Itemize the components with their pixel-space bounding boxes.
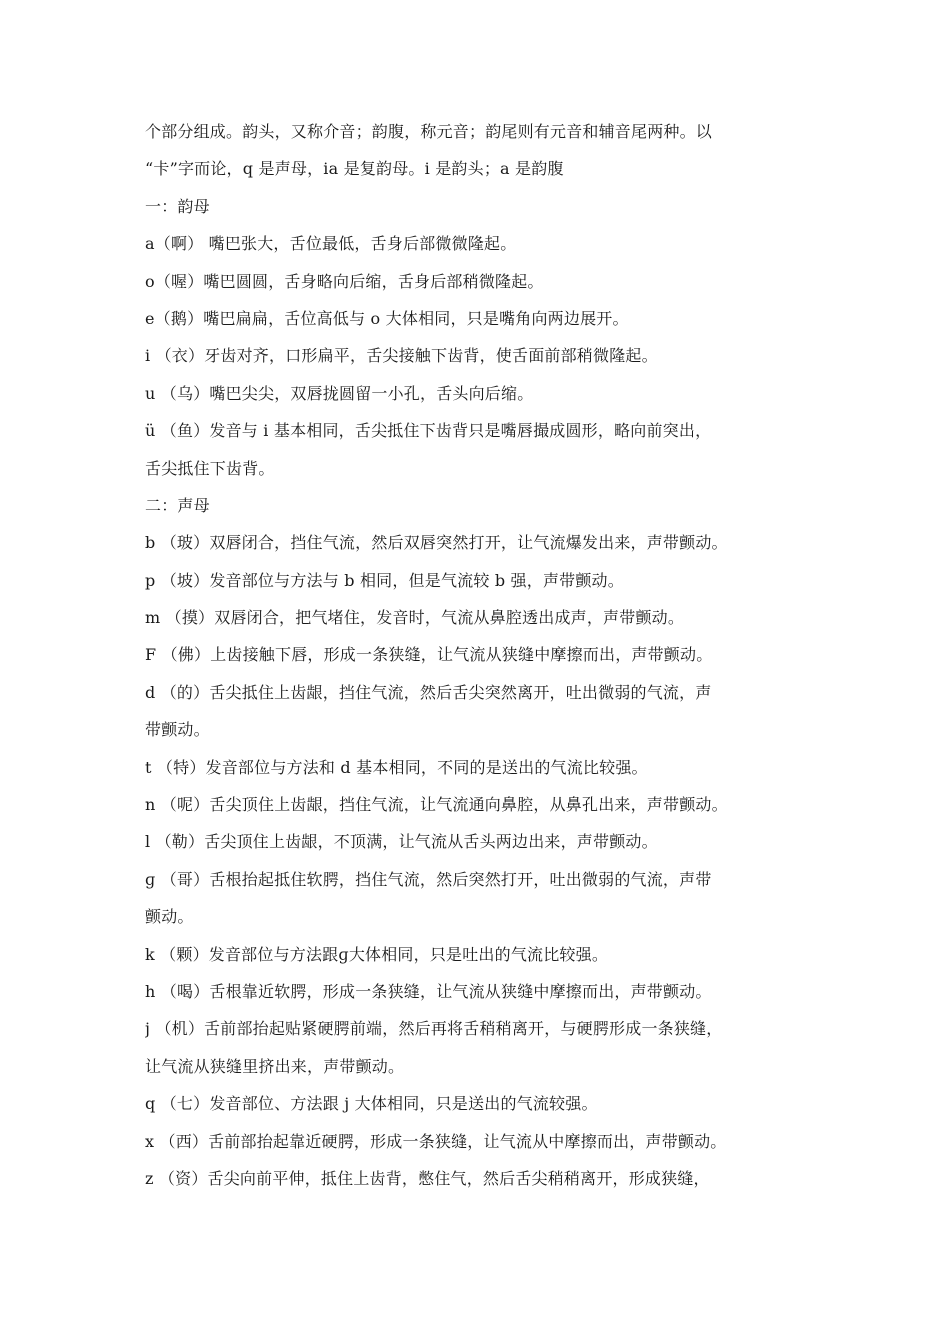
text-line: a（啊） 嘴巴张大，舌位最低，舌身后部微微隆起。 [145,234,517,254]
text-line: 颤动。 [145,907,194,927]
text-line: u （乌）嘴巴尖尖，双唇拢圆留一小孔，舌头向后缩。 [145,383,534,403]
text-line: p （坡）发音部位与方法与 b 相同，但是气流较 b 强，声带颤动。 [145,570,624,590]
text-line: q （七）发音部位、方法跟 j 大体相同，只是送出的气流较强。 [145,1094,598,1114]
text-line: 舌尖抵住下齿背。 [145,458,275,478]
text-line: l （勒）舌尖顶住上齿龈，不顶满，让气流从舌头两边出来，声带颤动。 [145,832,658,852]
text-line: t （特）发音部位与方法和 d 基本相同，不同的是送出的气流比较强。 [145,757,648,777]
text-line: F （佛）上齿接触下唇，形成一条狭缝，让气流从狭缝中摩擦而出，声带颤动。 [145,645,713,665]
text-line: z （资）舌尖向前平伸，抵住上齿背，憋住气，然后舌尖稍稍离开，形成狭缝， [145,1168,710,1188]
text-line: m （摸）双唇闭合，把气堵住，发音时，气流从鼻腔透出成声，声带颤动。 [145,608,685,628]
text-line: n （呢）舌尖顶住上齿龈，挡住气流，让气流通向鼻腔，从鼻孔出来，声带颤动。 [145,795,728,815]
text-line: x （西）舌前部抬起靠近硬腭，形成一条狭缝，让气流从中摩擦而出，声带颤动。 [145,1131,727,1151]
text-line: j （机）舌前部抬起贴紧硬腭前端，然后再将舌稍稍离开，与硬腭形成一条狭缝， [145,1019,723,1039]
text-line: 让气流从狭缝里挤出来，声带颤动。 [145,1056,405,1076]
text-line: ü （鱼）发音与 i 基本相同，舌尖抵住下齿背只是嘴唇撮成圆形，略向前突出， [145,421,712,441]
text-line: d （的）舌尖抵住上齿龈，挡住气流，然后舌尖突然离开，吐出微弱的气流，声 [145,682,712,702]
text-line: h （喝）舌根靠近软腭，形成一条狭缝，让气流从狭缝中摩擦而出，声带颤动。 [145,981,712,1001]
text-line: o（喔）嘴巴圆圆，舌身略向后缩，舌身后部稍微隆起。 [145,271,544,291]
section-heading-finals: 一：韵母 [145,196,210,216]
text-line: 个部分组成。韵头，又称介音；韵腹，称元音；韵尾则有元音和辅音尾两种。以 [145,122,713,141]
text-line: b （玻）双唇闭合，挡住气流，然后双唇突然打开，让气流爆发出来，声带颤动。 [145,533,728,553]
text-line: ɡ （哥）舌根抬起抵住软腭，挡住气流，然后突然打开，吐出微弱的气流，声带 [145,869,712,889]
document-body [145,113,810,1197]
text-line: “卡”字而论，q 是声母，ia 是复韵母。i 是韵头；a 是韵腹 [145,159,564,179]
text-line: 带颤动。 [145,720,210,740]
section-heading-initials: 二：声母 [145,495,210,515]
text-line: e（鹅）嘴巴扁扁，舌位高低与 o 大体相同，只是嘴角向两边展开。 [145,308,629,328]
text-line: i （衣）牙齿对齐，口形扁平，舌尖接触下齿背，使舌面前部稍微隆起。 [145,346,658,366]
text-line: k （颗）发音部位与方法跟ɡ大体相同，只是吐出的气流比较强。 [145,944,609,964]
